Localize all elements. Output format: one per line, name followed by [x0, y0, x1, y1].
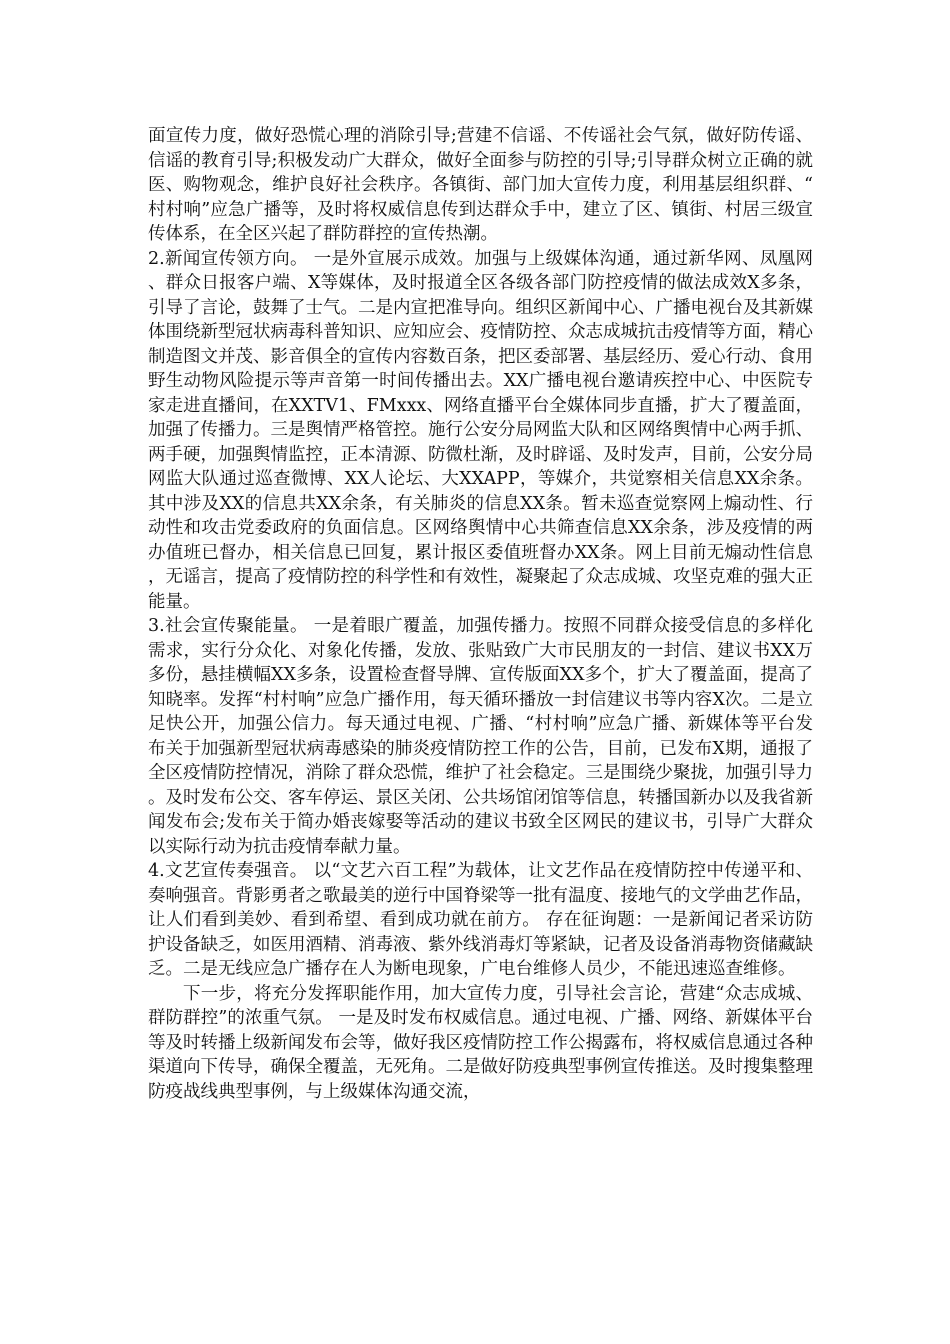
document-body	[148, 124, 813, 1104]
paragraph-news-publicity: 2.新闻宣传领方向。 一是外宣展示成效。加强与上级媒体沟通，通过新华网、凤凰网、群众日报客户端、X等媒体，及时报道全区各级各部门防控疫情的做法成效X多条，引导了言论，鼓舞了士气。二是内宣把准导向。组织区新闻中心、广播电视台及其新媒体围绕新型冠状病毒科普知识、应知应会、疫情防控、众志成城抗击疫情等方面，精心制造图文并茂、影音俱全的宣传内容数百条，把区委部署、基层经历、爱心行动、食用野生动物风险提示等声音第一时间传播出去。XX广播电视台邀请疾控中心、中医院专家走进直播间，在XXTV1、FMxxx、网络直播平台全媒体同步直播，扩大了覆盖面，加强了传播力。三是舆情严格管控。施行公安分局网监大队和区网络舆情中心两手抓、两手硬，加强舆情监控，正本清源、防微杜渐，及时辟谣、及时发声，目前，公安分局网监大队通过巡查微博、XX人论坛、大XXAPP，等媒介，共觉察相关信息XX余条。其中涉及XX的信息共XX余条，有关肺炎的信息XX条。暂未巡查觉察网上煽动性、行动性和攻击党委政府的负面信息。区网络舆情中心共筛查信息XX余条，涉及疫情的两办值班已督办，相关信息已回复，累计报区委值班督办XX条。网上目前无煽动性信息，无谣言，提高了疫情防控的科学性和有效性，凝聚起了众志成城、攻坚克难的强大正能量。	[148, 248, 813, 612]
paragraph-next-steps: 下一步，将充分发挥职能作用，加大宣传力度，引导社会言论，营建“众志成城、群防群控”的浓重气氛。 一是及时发布权威信息。通过电视、广播、网络、新媒体平台等及时转播上级新闻发布会等，做好我区疫情防控工作公揭露布，将权威信息通过各种渠道向下传导，确保全覆盖，无死角。二是做好防疫典型事例宣传推送。及时搜集整理防疫战线典型事例，与上级媒体沟通交流，	[148, 983, 813, 1102]
paragraph-arts-publicity: 4.文艺宣传奏强音。 以“文艺六百工程”为载体，让文艺作品在疫情防控中传递平和、奏响强音。背影勇者之歌最美的逆行中国脊梁等一批有温度、接地气的文学曲艺作品，让人们看到美妙、看到希望、看到成功就在前方。 存在征询题：一是新闻记者采访防护设备缺乏，如医用酒精、消毒液、紫外线消毒灯等紧缺，记者及设备消毒物资储藏缺乏。二是无线应急广播存在人为断电现象，广电台维修人员少，不能迅速巡查维修。	[148, 861, 813, 979]
paragraph-public-opinion-guidance: 面宣传力度，做好恐慌心理的消除引导;营建不信谣、不传谣社会气氛，做好防传谣、信谣的教育引导;积极发动广大群众，做好全面参与防控的引导;引导群众树立正确的就医、购物观念，维护良好社会秩序。各镇街、部门加大宣传力度，利用基层组织群、“村村响”应急广播等，及时将权威信息传到达群众手中，建立了区、镇街、村居三级宣传体系，在全区兴起了群防群控的宣传热潮。	[148, 126, 813, 244]
paragraph-social-publicity: 3.社会宣传聚能量。 一是着眼广覆盖，加强传播力。按照不同群众接受信息的多样化需求，实行分众化、对象化传播，发放、张贴致广大市民朋友的一封信、建议书XX万多份，悬挂横幅XX多条，设置检查督导牌、宣传版面XX多个，扩大了覆盖面，提高了知晓率。发挥“村村响”应急广播作用，每天循环播放一封信建议书等内容X次。二是立足快公开，加强公信力。每天通过电视、广播、“村村响”应急广播、新媒体等平台发布关于加强新型冠状病毒感染的肺炎疫情防控工作的公告，目前，已发布X期，通报了全区疫情防控情况，消除了群众恐慌，维护了社会稳定。三是围绕少聚拢，加强引导力。及时发布公交、客车停运、景区关闭、公共场馆闭馆等信息，转播国新办以及我省新闻发布会;发布关于简办婚丧嫁娶等活动的建议书致全区网民的建议书，引导广大群众以实际行动为抗击疫情奉献力量。	[148, 616, 813, 857]
